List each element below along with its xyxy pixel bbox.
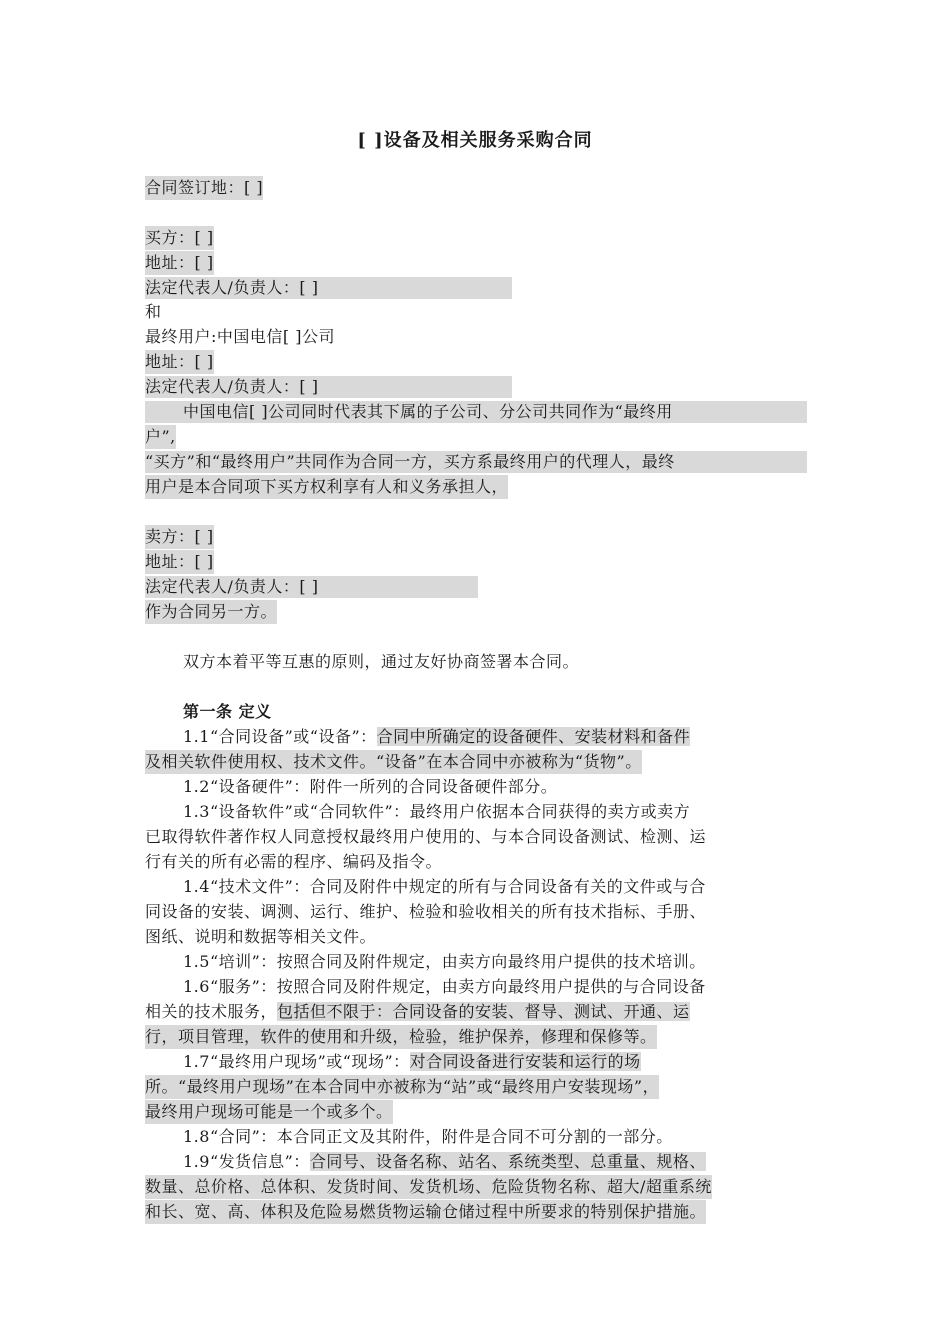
clause-1-4-line3: 图纸、说明和数据等相关文件。 bbox=[145, 927, 377, 946]
end-user-note-line2: 户”, bbox=[145, 425, 176, 449]
clause-1-6-scope: 包括但不限于：合同设备的安装、督导、测试、开通、运 bbox=[277, 1002, 690, 1021]
clause-1-8: 1.8“合同”：本合同正文及其附件，附件是合同不可分割的一部分。 bbox=[183, 1127, 673, 1146]
clause-1-4-line2: 同设备的安装、调测、运行、维护、检验和验收相关的所有技术指标、手册、 bbox=[145, 902, 707, 921]
contract-title: [ ]设备及相关服务采购合同 bbox=[357, 130, 593, 151]
seller-address: 地址：[ ] bbox=[145, 550, 214, 574]
seller-name: 卖方：[ ] bbox=[145, 525, 214, 549]
clause-1-6-line1: 1.6“服务”：按照合同及附件规定，由卖方向最终用户提供的与合同设备 bbox=[183, 977, 706, 996]
end-user-representative: 法定代表人/负责人：[ ] bbox=[145, 377, 319, 396]
clause-1-9-definition: 合同号、设备名称、站名、系统类型、总重量、规格、 bbox=[309, 1152, 706, 1171]
clause-1-5: 1.5“培训”：按照合同及附件规定，由卖方向最终用户提供的技术培训。 bbox=[183, 952, 706, 971]
seller-representative: 法定代表人/负责人：[ ] bbox=[145, 577, 319, 596]
clause-1-9-term: 1.9“发货信息”： bbox=[183, 1152, 310, 1171]
clause-1-7-definition: 对合同设备进行安装和运行的场 bbox=[409, 1052, 641, 1071]
clause-1-7-line1 bbox=[183, 1050, 641, 1074]
clause-1-6-text: 相关的技术服务， bbox=[145, 1002, 278, 1021]
clause-1-3-line3: 行有关的所有必需的程序、编码及指令。 bbox=[145, 852, 443, 871]
clause-1-7-term: 1.7“最终用户现场”或“现场”： bbox=[183, 1052, 410, 1071]
buyer-representative: 法定代表人/负责人：[ ] bbox=[145, 278, 319, 297]
clause-1-1-term: 1.1“合同设备”或“设备”： bbox=[183, 727, 377, 746]
clause-1-1-line1 bbox=[183, 725, 690, 749]
seller-other-party: 作为合同另一方。 bbox=[145, 600, 277, 624]
buyer-address: 地址：[ ] bbox=[145, 251, 214, 275]
preamble: 双方本着平等互惠的原则，通过友好协商签署本合同。 bbox=[183, 652, 580, 671]
joint-party-line1: “买方”和“最终用户”共同作为合同一方，买方系最终用户的代理人，最终 bbox=[145, 452, 675, 471]
clause-1-7-line2: 所。“最终用户现场”在本合同中亦被称为“站”或“最终用户安装现场”， bbox=[145, 1075, 659, 1099]
clause-1-6-line3: 行，项目管理，软件的使用和升级，检验，维护保养，修理和保修等。 bbox=[145, 1025, 657, 1049]
clause-1-1-definition: 合同中所确定的设备硬件、安装材料和备件 bbox=[376, 727, 691, 746]
clause-1-1-line2: 及相关软件使用权、技术文件。“设备”在本合同中亦被称为“货物”。 bbox=[145, 750, 642, 774]
buyer-name: 买方：[ ] bbox=[145, 226, 214, 250]
and-text: 和 bbox=[145, 302, 162, 321]
clause-1-3-line1: 1.3“设备软件”或“合同软件”：最终用户依据本合同获得的卖方或卖方 bbox=[183, 802, 691, 821]
end-user-note-line1: 中国电信[ ]公司同时代表其下属的子公司、分公司共同作为“最终用 bbox=[183, 402, 673, 421]
clause-1-7-line3: 最终用户现场可能是一个或多个。 bbox=[145, 1100, 393, 1124]
clause-1-9-line3: 和长、宽、高、体积及危险易燃货物运输仓储过程中所要求的特别保护措施。 bbox=[145, 1200, 706, 1224]
joint-party-line2: 用户是本合同项下买方权利享有人和义务承担人， bbox=[145, 475, 508, 499]
clause-1-3-line2: 已取得软件著作权人同意授权最终用户使用的、与本合同设备测试、检测、运 bbox=[145, 827, 707, 846]
article1-heading: 第一条 定义 bbox=[183, 702, 272, 721]
sign-place: 合同签订地：[ ] bbox=[145, 176, 263, 200]
end-user-address: 地址：[ ] bbox=[145, 350, 214, 374]
clause-1-4-line1: 1.4“技术文件”：合同及附件中规定的所有与合同设备有关的文件或与合 bbox=[183, 877, 706, 896]
clause-1-2: 1.2“设备硬件”：附件一所列的合同设备硬件部分。 bbox=[183, 777, 558, 796]
clause-1-9-line1 bbox=[183, 1150, 706, 1174]
clause-1-9-line2: 数量、总价格、总体积、发货时间、发货机场、危险货物名称、超大/超重系统 bbox=[145, 1175, 712, 1199]
clause-1-6-line2 bbox=[145, 1000, 690, 1024]
end-user-name: 最终用户:中国电信[ ]公司 bbox=[145, 327, 335, 346]
